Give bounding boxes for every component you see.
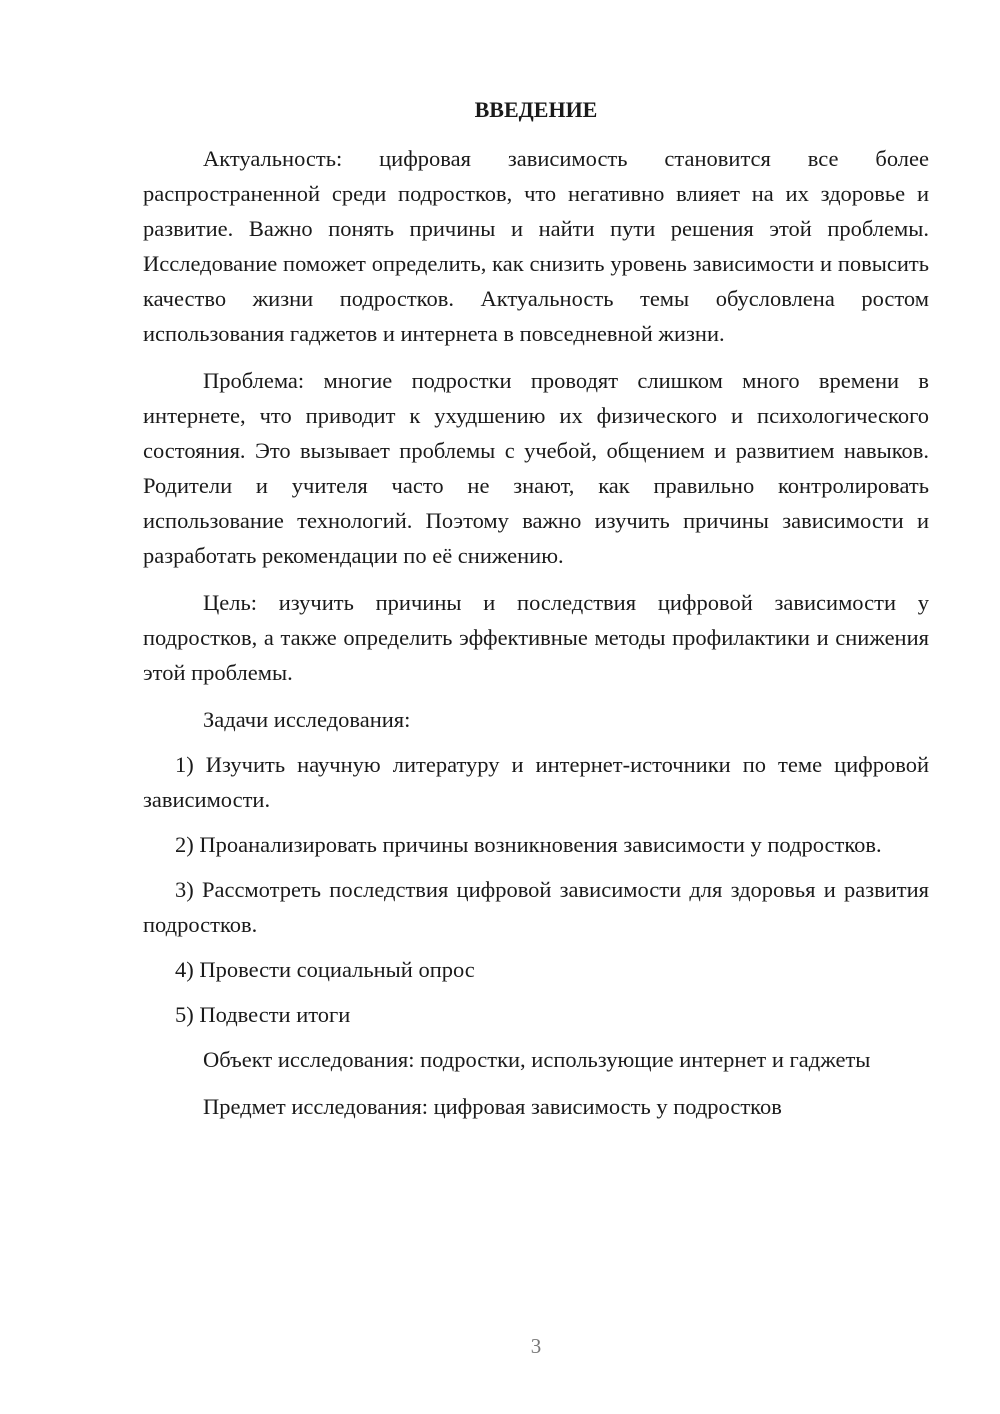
- object-paragraph: Объект исследования: подростки, использующие интернет и гаджеты: [203, 1047, 871, 1072]
- task-item-1: 1) Изучить научную литературу и интернет-источники по теме цифровой зависимости.: [143, 752, 929, 812]
- relevance-paragraph: Актуальность: цифровая зависимость становится все более распространенной среди подростков, что негативно влияет на их здоровье и развитие. Важно понять причины и найти пути решения этой проблемы. Исследование поможет определить, как снизить уровень зависимости и повысить качество жизни подростков. Актуальность темы обусловлена ростом использования гаджетов и интернета в повседневной жизни.: [143, 146, 929, 346]
- subject-paragraph: Предмет исследования: цифровая зависимость у подростков: [203, 1094, 782, 1119]
- tasks-list: [143, 747, 929, 1032]
- problem-paragraph: Проблема: многие подростки проводят слишком много времени в интернете, что приводит к ухудшению их физического и психологического состояния. Это вызывает проблемы с учебой, общением и развитием навыков. Родители и учителя часто не знают, как правильно контролировать использование технологий. Поэтому важно изучить причины зависимости и разработать рекомендации по её снижению.: [143, 368, 929, 568]
- task-item-5: 5) Подвести итоги: [175, 1002, 351, 1027]
- document-page: [143, 95, 929, 1136]
- task-item-3: 3) Рассмотреть последствия цифровой зависимости для здоровья и развития подростков.: [143, 877, 929, 937]
- page-number: 3: [530, 1334, 542, 1358]
- task-item-4: 4) Провести социальный опрос: [175, 957, 475, 982]
- goal-paragraph: Цель: изучить причины и последствия цифровой зависимости у подростков, а также определить эффективные методы профилактики и снижения этой проблемы.: [143, 590, 929, 685]
- tasks-intro: Задачи исследования:: [203, 707, 411, 732]
- section-heading: ВВЕДЕНИЕ: [474, 97, 598, 122]
- task-item-2: 2) Проанализировать причины возникновения зависимости у подростков.: [175, 832, 882, 857]
